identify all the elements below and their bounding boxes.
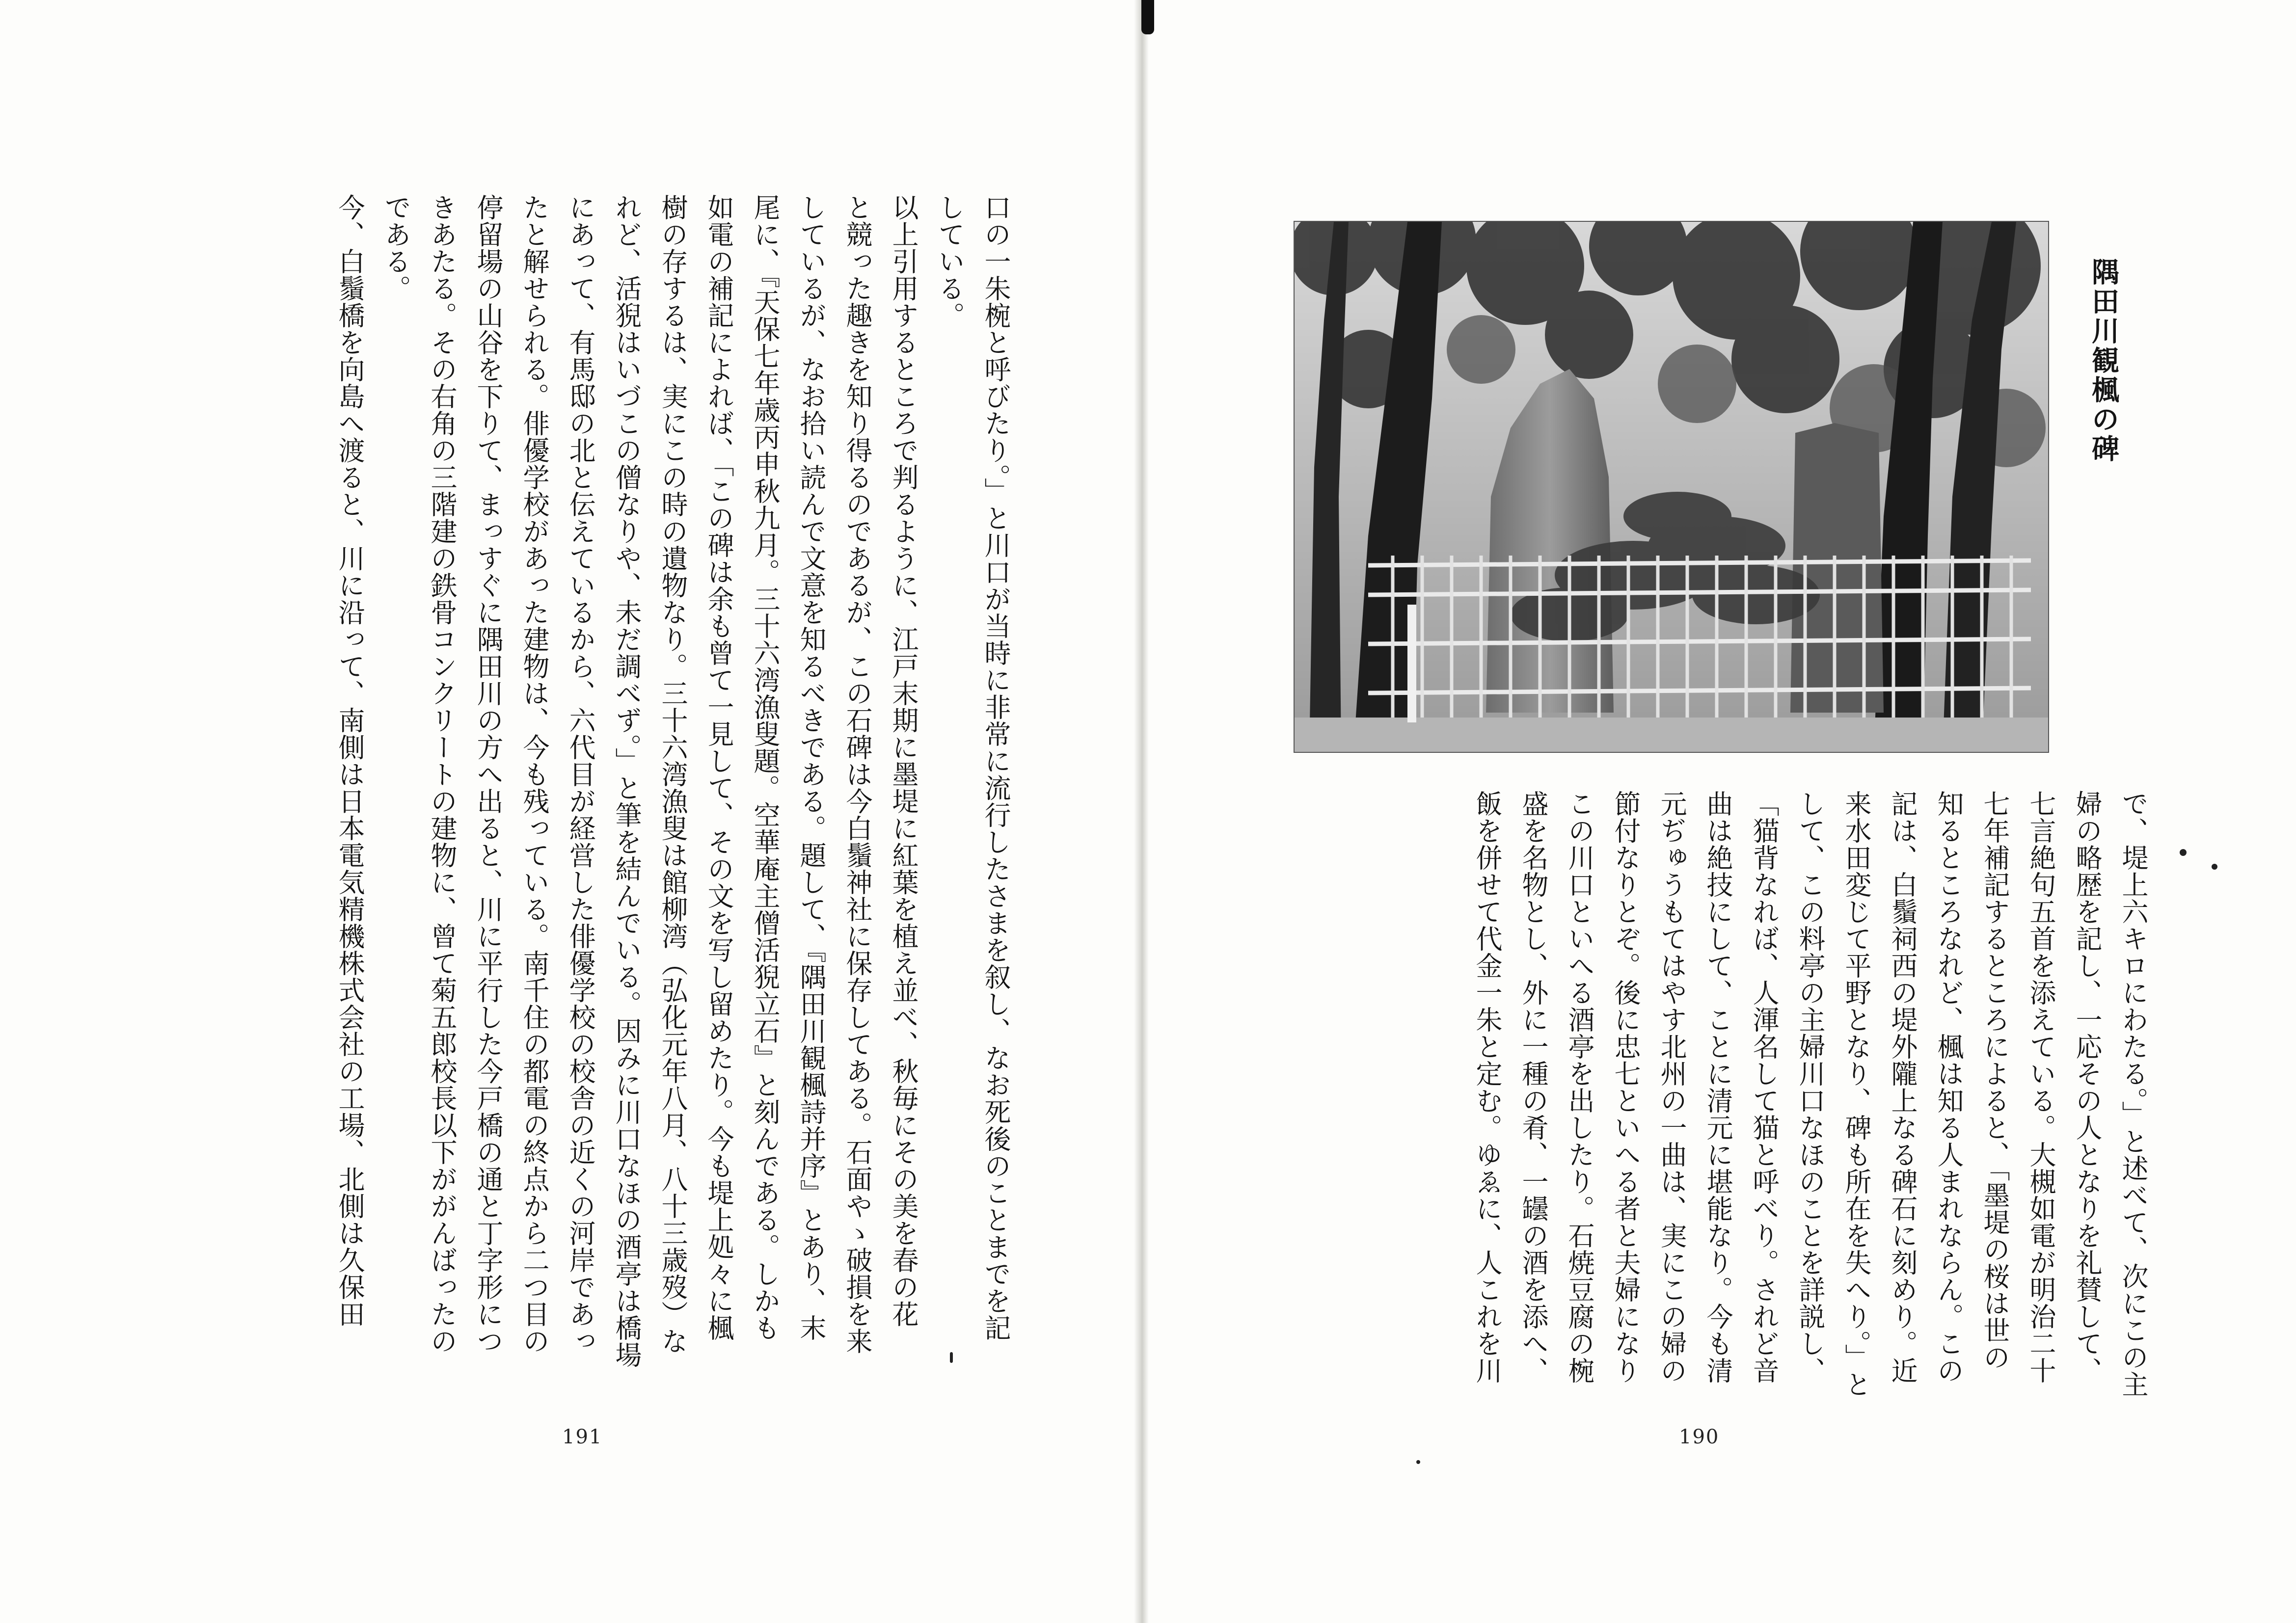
- ink-speck: [1416, 1460, 1420, 1464]
- photo-caption: 隅田川観楓の碑: [2087, 258, 2120, 464]
- left-line: である。: [380, 194, 411, 302]
- left-line: たと解せられる。俳優学校があった建物は、今も残っている。南千住の都電の終点から二つ目の: [519, 194, 550, 1355]
- right-line: 来水田変じて平野となり、碑も所在を失へり。」と: [1841, 790, 1872, 1398]
- left-line: 口の一朱椀と呼びたり。」と川口が当時に非常に流行したさまを叙し、なお死後のことまでを記: [980, 194, 1011, 1341]
- monument-photo-image: [1295, 222, 2048, 752]
- right-line: 盛を名物とし、外に一種の肴、一罎の酒を添へ、: [1518, 790, 1549, 1384]
- ink-speck: [950, 1352, 953, 1363]
- left-line: 停留場の山谷を下りて、まっすぐに隅田川の方へ出ると、川に平行した今戸橋の通と丁字形につ: [473, 194, 504, 1355]
- right-line: 元ぢゅうもてはやす北州の一曲は、実にこの婦の: [1656, 790, 1687, 1384]
- left-line: 樹の存するは、実にこの時の遺物なり。三十六湾漁叟は館柳湾（弘化元年八月、八十三歳歿）な: [657, 194, 688, 1355]
- left-page-body: [326, 194, 1019, 1431]
- book-gutter: [1134, 0, 1149, 1623]
- ink-speck: [2212, 864, 2217, 870]
- right-line: して、この料亭の主婦川口なほのことを詳説し、: [1795, 790, 1826, 1384]
- right-page-number: 190: [1679, 1426, 1720, 1448]
- left-line: きあたる。その右角の三階建の鉄骨コンクリートの建物に、曾て菊五郎校長以下ががんばったの: [427, 194, 458, 1355]
- left-line: 今、白鬚橋を向島へ渡ると、川に沿って、南側は日本電気精機株式会社の工場、北側は久保田: [334, 194, 365, 1328]
- right-page-body: [1464, 790, 2156, 1433]
- left-line: 如電の補記によれば、「この碑は余も曾て一見して、その文を写し留めたり。今も堤上処々に楓: [703, 194, 734, 1341]
- right-line: 曲は絶技にして、ことに清元に堪能なり。今も清: [1702, 790, 1733, 1384]
- right-line: 記は、白鬚祠西の堤外隴上なる碑石に刻めり。近: [1887, 790, 1918, 1384]
- right-line: 七年補記するところによると、「墨堤の桜は世の: [1979, 790, 2010, 1371]
- left-line: しているが、なお拾い読んで文意を知るべきである。題して、『隅田川観楓詩并序』とあり、末: [796, 194, 827, 1341]
- right-line: 知るところなれど、楓は知る人まれならん。この: [1933, 790, 1964, 1384]
- left-line: 尾に、『天保七年歳丙申秋九月。三十六湾漁叟題。空華庵主僧活猊立石』と刻んである。しかも: [750, 194, 781, 1341]
- left-page-number: 191: [562, 1426, 603, 1448]
- right-line: 飯を併せて代金一朱と定む。ゆゑに、人これを川: [1472, 790, 1503, 1384]
- left-line: れど、活猊はいづこの僧なりや、未だ調べず。」と筆を結んでいる。因みに川口なほの酒亭は橋場: [611, 194, 642, 1368]
- ink-speck: [2180, 849, 2187, 856]
- left-line: にあって、有馬邸の北と伝えているから、六代目が経営した俳優学校の校舎の近くの河岸であっ: [565, 194, 596, 1355]
- left-line: 以上引用するところで判るように、江戸末期に墨堤に紅葉を植え並べ、秋毎にその美を春の花: [888, 194, 919, 1328]
- monument-photo: [1294, 221, 2049, 753]
- left-line: している。: [934, 194, 965, 329]
- right-line: この川口といへる酒亭を出したり。石焼豆腐の椀: [1564, 790, 1595, 1384]
- right-line: 七言絶句五首を添えている。大槻如電が明治二十: [2026, 790, 2056, 1384]
- left-page: [0, 0, 1141, 1623]
- left-line: と競った趣きを知り得るのであるが、この石碑は今白鬚神社に保存してある。石面やゝ破損を来: [842, 194, 873, 1355]
- right-line: 節付なりとぞ。後に忠七といへる者と夫婦になり: [1610, 790, 1641, 1384]
- right-line: 婦の略歴を記し、一応その人となりを礼賛して、: [2072, 790, 2103, 1384]
- binding-mark: [1141, 0, 1154, 34]
- right-line: で、堤上六キロにわたる。」と述べて、次にこの主: [2118, 790, 2149, 1398]
- right-line: 「猫背なれば、人渾名して猫と呼べり。されど音: [1749, 790, 1780, 1384]
